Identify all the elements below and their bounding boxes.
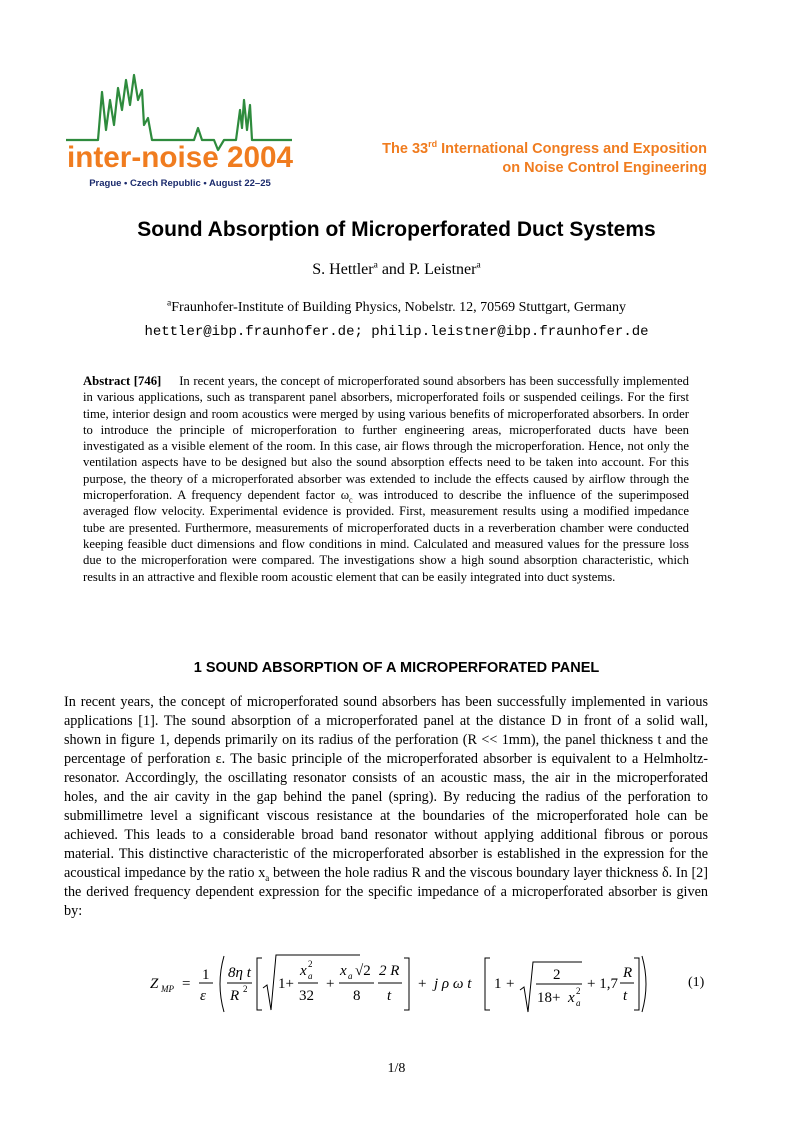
abstract-label: Abstract [746] bbox=[83, 374, 162, 388]
svg-text:1: 1 bbox=[494, 976, 502, 992]
svg-text:R: R bbox=[230, 988, 240, 1004]
svg-text:18+: 18+ bbox=[537, 990, 561, 1006]
svg-text:2 R: 2 R bbox=[379, 963, 400, 979]
svg-text:MP: MP bbox=[161, 984, 174, 994]
svg-text:R: R bbox=[623, 965, 633, 981]
impedance-equation bbox=[150, 950, 650, 1020]
logo-wordmark: inter-noise 2004 bbox=[67, 141, 294, 174]
svg-text:1+: 1+ bbox=[278, 976, 294, 992]
svg-text:√2: √2 bbox=[355, 963, 371, 979]
svg-text:a: a bbox=[348, 971, 353, 981]
prague-skyline-icon bbox=[66, 75, 292, 150]
page-number: 1/8 bbox=[387, 1061, 406, 1076]
svg-text:=: = bbox=[182, 976, 191, 992]
affiliation: $^a$Fraunhofer-Institute of Building Physics, Nobelstr. 12, 70569 Stuttgart, Germany bbox=[167, 298, 626, 315]
svg-text:2: 2 bbox=[243, 984, 248, 994]
svg-text:2: 2 bbox=[308, 959, 313, 969]
svg-text:x: x bbox=[568, 990, 575, 1006]
svg-text:t: t bbox=[387, 988, 392, 1004]
svg-text:+: + bbox=[326, 976, 335, 992]
svg-text:2: 2 bbox=[553, 967, 561, 983]
authors: S. Hettler$^a$ and P. Leistner$^a$ bbox=[312, 260, 481, 278]
equation-number: (1) bbox=[688, 975, 705, 990]
svg-text:8η t: 8η t bbox=[228, 965, 251, 981]
svg-text:32: 32 bbox=[299, 988, 314, 1004]
congress-line-1: The 33rd International Congress and Exposition bbox=[382, 139, 707, 157]
svg-text:+ 1,7: + 1,7 bbox=[587, 976, 618, 992]
svg-text:j ρ ω t: j ρ ω t bbox=[434, 976, 472, 992]
section-body: In recent years, the concept of microperforated sound absorbers has been successfully implemented in various applications [1]. The sound absorption of a microperforated panel at the distance D in front of a solid wall, shown in figure 1, depends primarily on its radius of the perforation (R << 1mm), the panel thickness t and the percentage of perforation ε. The basic principle of the microperforated absorber is equivalent to a Helmholtz-resonator. Accordingly, the oscillating resonator consists of an acoustic mass, the air in the microperforated holes, and the air cavity in the gap behind the panel (spring). By reducing the radius of the perforation to submillimetre level a significant viscous resistance at the boundaries of the microperforated hole can be achieved. This leads to a considerable broad band resonator without applying additional fibrous or porous material. This distinctive characteristic of the microperforated absorber is established in the expression for the acoustical impedance by the ratio $x_a$ between the hole radius R and the viscous boundary layer thickness δ. In [2] the derived frequency dependent expression for the specific impedance of a microperforated absorber is given by: bbox=[64, 694, 708, 919]
section-heading: 1 SOUND ABSORPTION OF A MICROPERFORATED PANEL bbox=[193, 660, 600, 676]
svg-text:x: x bbox=[340, 963, 347, 979]
svg-text:t: t bbox=[623, 988, 628, 1004]
svg-text:1: 1 bbox=[202, 967, 210, 983]
abstract: Abstract [746] In recent years, the concept of microperforated sound absorbers has been successfully implemented in various applications, such as transparent panel absorbers, microperforated foils or suspended ceilings. For the first time, interior design and room acoustics were merged by using various benefits of microperforated absorbers. In order to introduce the principle of microperforation to further engineering areas, microperforated ducts have been investigated as a visible element of the room. In this case, air flows through the microperforation. Hence, not only the ventilation aspects have to be designed but also the sound absorption effects need to be taken into account. For this purpose, the theory of a microperforated absorber was extended to include the effects caused by airflow through the microperforation. A frequency dependent factor $\omega_c$ was introduced to describe the influence of the superimposed averaged flow velocity. Experimental evidence is provided. First, measurement results using a modified impedance tube are presented. Furthermore, measurements of microperforated ducts in a reverberation chamber were conducted keeping feasible duct dimensions and flow conditions in mind. Calculated and measured values for the pressure loss due to the microperforation were compared. The investigations show a high sound absorption characteristic, which results in an attractive and flexible room acoustic element that can be easily integrated into duct systems. bbox=[83, 374, 690, 584]
logo-tagline: Prague • Czech Republic • August 22–25 bbox=[89, 178, 271, 189]
svg-text:+: + bbox=[506, 976, 515, 992]
svg-text:+: + bbox=[418, 976, 427, 992]
svg-text:8: 8 bbox=[353, 988, 361, 1004]
svg-text:2: 2 bbox=[576, 986, 581, 996]
internoise-logo bbox=[64, 70, 296, 192]
paper-title: Sound Absorption of Microperforated Duct Systems bbox=[137, 218, 656, 241]
author-emails: hettler@ibp.fraunhofer.de; philip.leistner@ibp.fraunhofer.de bbox=[144, 324, 649, 340]
congress-header bbox=[382, 140, 707, 178]
svg-text:a: a bbox=[308, 971, 313, 981]
svg-text:Z: Z bbox=[150, 976, 159, 992]
svg-text:a: a bbox=[576, 998, 581, 1008]
congress-line-2: on Noise Control Engineering bbox=[502, 160, 707, 176]
svg-text:ε: ε bbox=[200, 988, 206, 1004]
svg-text:x: x bbox=[300, 963, 307, 979]
